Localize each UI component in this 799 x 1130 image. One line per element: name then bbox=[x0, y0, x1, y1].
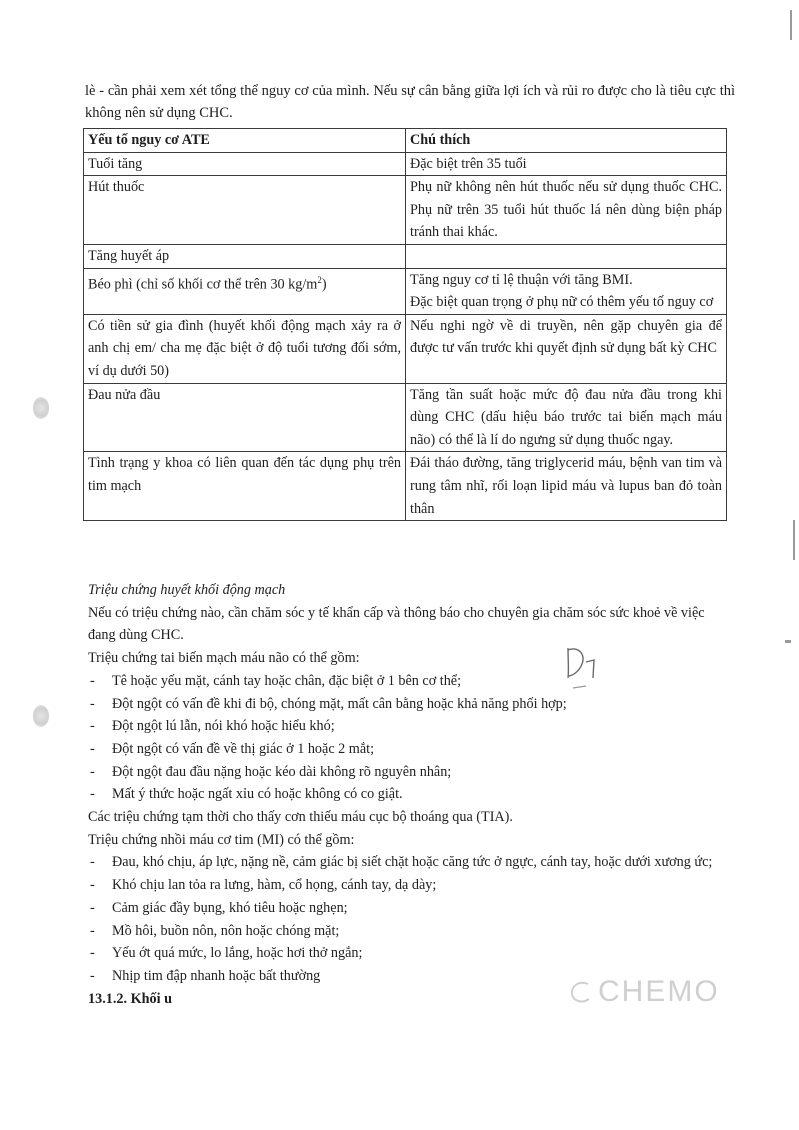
intro-paragraph: lè - cần phải xem xét tổng thể nguy cơ của mình. Nếu sự cân bằng giữa lợi ích và rủi ro được cho là tiêu cực thì không nên sử dụng CHC. bbox=[85, 83, 735, 121]
risk-factor-cell bbox=[84, 268, 406, 314]
table-row bbox=[84, 244, 727, 268]
table-row bbox=[84, 268, 727, 314]
risk-factor-cell: Có tiền sử gia đình (huyết khối động mạch xảy ra ở anh chị em/ cha mẹ đặc biệt ở độ tuổi tương đối sớm, ví dụ dưới 50) bbox=[84, 314, 406, 383]
paragraph: Các triệu chứng tạm thời cho thấy cơn thiếu máu cục bộ thoáng qua (TIA). bbox=[88, 809, 513, 826]
paragraph: Triệu chứng tai biến mạch máu não có thể gồm: bbox=[88, 650, 360, 667]
risk-note-line: Đặc biệt quan trọng ở phụ nữ có thêm yếu tố nguy cơ bbox=[410, 294, 714, 311]
table-row bbox=[84, 176, 727, 245]
risk-factor-cell: Đau nửa đầu bbox=[84, 383, 406, 452]
punch-hole bbox=[33, 705, 49, 727]
risk-note-line: Tăng nguy cơ tỉ lệ thuận với tăng BMI. bbox=[410, 271, 633, 288]
risk-factor-cell: Hút thuốc bbox=[84, 176, 406, 245]
list-item: - Đau, khó chịu, áp lực, nặng nề, cảm giác bị siết chặt hoặc căng tức ở ngực, cánh tay, hoặc dưới xương ức; bbox=[88, 851, 734, 874]
table-row bbox=[84, 452, 727, 521]
scan-edge-mark bbox=[785, 640, 791, 643]
mi-symptom-list bbox=[88, 851, 734, 987]
list-item: - Tê hoặc yếu mặt, cánh tay hoặc chân, đặc biệt ở 1 bên cơ thể; bbox=[88, 670, 734, 693]
scan-edge-mark bbox=[793, 520, 795, 560]
watermark-text: CHEMO bbox=[598, 975, 720, 1008]
list-item: - Đột ngột đau đầu nặng hoặc kéo dài không rõ nguyên nhân; bbox=[88, 761, 734, 784]
list-item: - Đột ngột có vấn đề về thị giác ở 1 hoặc 2 mắt; bbox=[88, 738, 734, 761]
risk-note-cell: Nếu nghi ngờ về di truyền, nên gặp chuyên gia để được tư vấn trước khi quyết định sử dụng bất kỳ CHC bbox=[406, 314, 727, 383]
punch-hole bbox=[33, 397, 49, 419]
list-item: - Khó chịu lan tỏa ra lưng, hàm, cổ họng, cánh tay, dạ dày; bbox=[88, 874, 734, 897]
list-item: - Đột ngột lú lẫn, nói khó hoặc hiểu khó; bbox=[88, 715, 734, 738]
symptoms-section bbox=[88, 579, 734, 1010]
table-header-factor: Yếu tố nguy cơ ATE bbox=[84, 129, 406, 153]
risk-note-cell: Đặc biệt trên 35 tuổi bbox=[406, 152, 727, 176]
list-item: - Yếu ớt quá mức, lo lắng, hoặc hơi thở ngắn; bbox=[88, 942, 734, 965]
list-item: - Nhịp tim đập nhanh hoặc bất thường bbox=[88, 965, 734, 988]
scan-edge-mark bbox=[790, 10, 792, 40]
risk-factor-text: Béo phì (chỉ số khối cơ thể trên 30 kg/m bbox=[88, 276, 318, 293]
risk-note-cell: Tăng tần suất hoặc mức độ đau nửa đầu trong khi dùng CHC (dấu hiệu báo trước tai biến mạch máu não) có thể là lí do ngưng sử dụng thuốc ngay. bbox=[406, 383, 727, 452]
risk-note-cell: Phụ nữ không nên hút thuốc nếu sử dụng thuốc CHC. Phụ nữ trên 35 tuổi hút thuốc lá nên dùng biện pháp tránh thai khác. bbox=[406, 176, 727, 245]
paragraph: Triệu chứng nhồi máu cơ tim (MI) có thể gồm: bbox=[88, 831, 355, 848]
list-item: - Mất ý thức hoặc ngất xỉu có hoặc không có co giật. bbox=[88, 783, 734, 806]
list-item: - Cảm giác đầy bụng, khó tiêu hoặc nghẹn; bbox=[88, 897, 734, 920]
watermark-logo-icon bbox=[568, 979, 594, 1005]
section-heading: 13.1.2. Khối u bbox=[88, 990, 172, 1007]
risk-note-cell bbox=[406, 268, 727, 314]
ate-risk-factor-table bbox=[83, 128, 727, 521]
risk-note-cell: Đái tháo đường, tăng triglycerid máu, bệnh van tim và rung tâm nhĩ, rối loạn lipid máu và lupus ban đỏ toàn thân bbox=[406, 452, 727, 521]
risk-factor-cell: Tăng huyết áp bbox=[84, 244, 406, 268]
table-row bbox=[84, 314, 727, 383]
risk-factor-text-end: ) bbox=[321, 276, 327, 293]
table-row bbox=[84, 152, 727, 176]
table-row bbox=[84, 383, 727, 452]
handwritten-initials bbox=[562, 640, 606, 688]
stroke-symptom-list bbox=[88, 670, 734, 806]
risk-note-cell bbox=[406, 244, 727, 268]
risk-factor-cell: Tình trạng y khoa có liên quan đến tác dụng phụ trên tim mạch bbox=[84, 452, 406, 521]
pen-mark bbox=[572, 684, 588, 690]
risk-factor-cell: Tuổi tăng bbox=[84, 152, 406, 176]
superscript: 2 bbox=[317, 274, 322, 285]
chemo-watermark bbox=[568, 975, 720, 1009]
section-subtitle: Triệu chứng huyết khối động mạch bbox=[88, 582, 286, 598]
paragraph: Nếu có triệu chứng nào, cần chăm sóc y tế khẩn cấp và thông báo cho chuyên gia chăm sóc sức khoẻ về việc đang dùng CHC. bbox=[88, 604, 705, 644]
table-header-row bbox=[84, 129, 727, 153]
list-item: - Đột ngột có vấn đề khi đi bộ, chóng mặt, mất cân bằng hoặc khả năng phối hợp; bbox=[88, 693, 734, 716]
table-header-note: Chú thích bbox=[406, 129, 727, 153]
list-item: - Mồ hôi, buồn nôn, nôn hoặc chóng mặt; bbox=[88, 920, 734, 943]
